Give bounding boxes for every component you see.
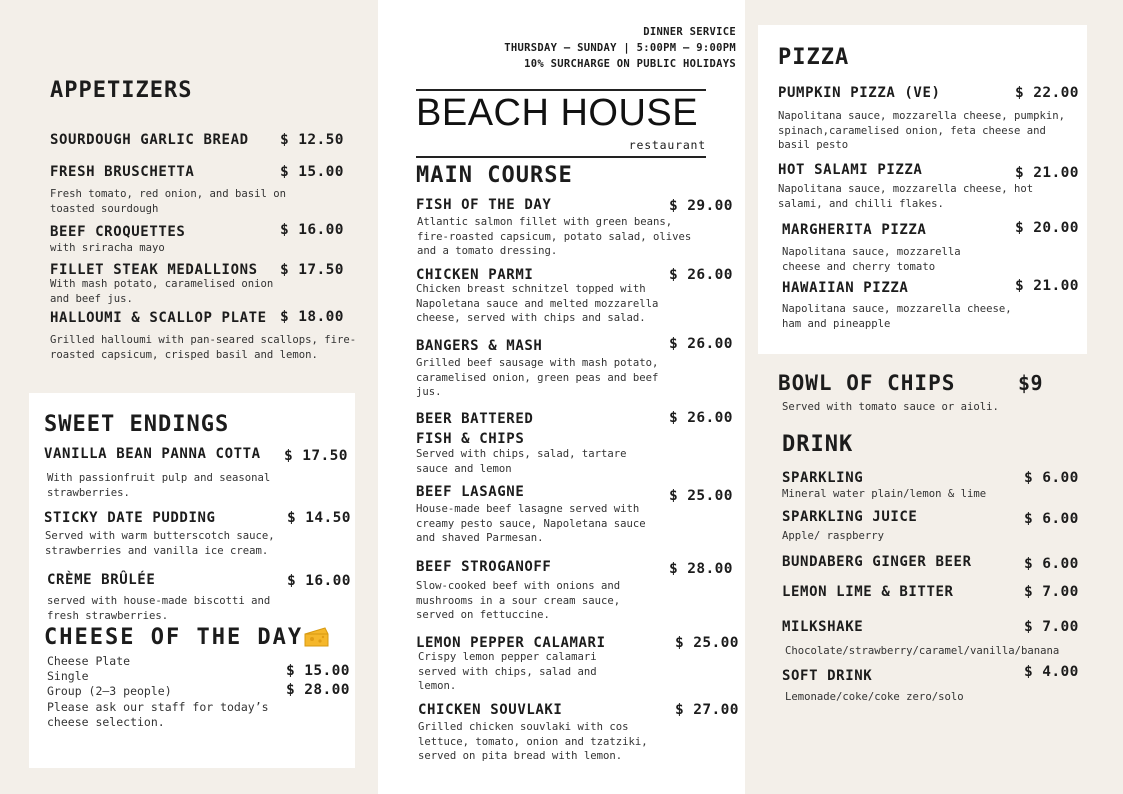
appetizer-item-name: BEEF CROQUETTES bbox=[50, 224, 186, 240]
cheese-note: Please ask our staff for today’s cheese selection. bbox=[47, 700, 269, 729]
main-item-price: $ 26.00 bbox=[669, 336, 733, 352]
main-item-desc: Atlantic salmon fillet with green beans, fire-roasted capsicum, potato salad, olives and a tomato dressing. bbox=[417, 216, 692, 257]
main-item-name: LEMON PEPPER CALAMARI bbox=[416, 635, 606, 651]
main-item-price: $ 28.00 bbox=[669, 561, 733, 577]
appetizer-item-desc: Grilled halloumi with pan-seared scallops, fire-roasted capsicum, crisped basil and lemon. bbox=[50, 334, 357, 361]
cheese-single-price: $ 15.00 bbox=[286, 663, 350, 679]
dessert-item-name: CRÈME BRÛLÉE bbox=[47, 572, 156, 588]
dessert-item-desc: served with house-made biscotti and fresh strawberries. bbox=[47, 595, 271, 622]
appetizers-title: APPETIZERS bbox=[50, 78, 193, 103]
pizza-item-desc: Napolitana sauce, mozzarella cheese, hot salami, and chilli flakes. bbox=[778, 183, 1034, 210]
main-item-desc: Slow-cooked beef with onions and mushrooms in a sour cream sauce, served on fettuccine. bbox=[416, 580, 621, 621]
appetizer-item-price: $ 15.00 bbox=[280, 164, 344, 180]
appetizer-item-name: HALLOUMI & SCALLOP PLATE bbox=[50, 310, 267, 326]
main-item-desc: House-made beef lasagne served with creamy pesto sauce, Napoletana sauce and shaved Parmesan. bbox=[416, 503, 646, 544]
appetizer-item-price: $ 17.50 bbox=[280, 262, 344, 278]
sweet-endings-title: SWEET ENDINGS bbox=[44, 412, 230, 437]
main-item-name: BEEF LASAGNE bbox=[416, 484, 525, 500]
pizza-item-name: HOT SALAMI PIZZA bbox=[778, 162, 923, 178]
appetizer-item-desc: with sriracha mayo bbox=[50, 242, 165, 254]
main-item-desc: Chicken breast schnitzel topped with Napoletana sauce and melted mozzarella cheese, served with chips and salad. bbox=[416, 283, 659, 324]
appetizer-item-price: $ 12.50 bbox=[280, 132, 344, 148]
drink-item-desc: Mineral water plain/lemon & lime bbox=[782, 488, 987, 500]
main-item-name: BEER BATTERED FISH & CHIPS bbox=[416, 411, 534, 447]
main-item-name: FISH OF THE DAY bbox=[416, 197, 552, 213]
chips-price: $9 bbox=[1018, 371, 1043, 395]
appetizer-item-price: $ 16.00 bbox=[280, 222, 344, 238]
cheese-wedge-icon bbox=[303, 626, 329, 648]
drink-item-name: SPARKLING JUICE bbox=[782, 509, 918, 525]
main-item-price: $ 29.00 bbox=[669, 198, 733, 214]
dessert-item-name: VANILLA BEAN PANNA COTTA bbox=[44, 446, 261, 462]
main-item-price: $ 27.00 bbox=[675, 702, 739, 718]
cheese-single-label: Single bbox=[47, 669, 89, 683]
main-item-name: CHICKEN PARMI bbox=[416, 267, 534, 283]
brand-bottom-rule bbox=[416, 156, 706, 158]
surcharge-note: 10% SURCHARGE ON PUBLIC HOLIDAYS bbox=[524, 58, 736, 70]
dessert-item-price: $ 16.00 bbox=[287, 573, 351, 589]
drink-item-price: $ 7.00 bbox=[1024, 584, 1079, 600]
pizza-item-price: $ 20.00 bbox=[1015, 220, 1079, 236]
drink-item-name: BUNDABERG GINGER BEER bbox=[782, 554, 972, 570]
main-item-name: BEEF STROGANOFF bbox=[416, 559, 552, 575]
main-item-price: $ 26.00 bbox=[669, 410, 733, 426]
main-item-price: $ 25.00 bbox=[675, 635, 739, 651]
chips-desc: Served with tomato sauce or aioli. bbox=[782, 401, 999, 413]
main-item-desc: Served with chips, salad, tartare sauce and lemon bbox=[416, 448, 627, 475]
pizza-item-name: PUMPKIN PIZZA (VE) bbox=[778, 85, 941, 101]
appetizer-item-price: $ 18.00 bbox=[280, 309, 344, 325]
service-hours: THURSDAY – SUNDAY | 5:00PM – 9:00PM bbox=[504, 42, 736, 54]
drink-item-price: $ 6.00 bbox=[1024, 556, 1079, 572]
drink-item-desc: Lemonade/coke/coke zero/solo bbox=[785, 691, 964, 703]
main-item-name: BANGERS & MASH bbox=[416, 338, 543, 354]
main-course-title: MAIN COURSE bbox=[416, 163, 573, 188]
pizza-item-desc: Napolitana sauce, mozzarella cheese and cherry tomato bbox=[782, 246, 961, 273]
drink-item-name: SPARKLING bbox=[782, 470, 864, 486]
main-item-desc: Grilled beef sausage with mash potato, caramelised onion, green peas and beef jus. bbox=[416, 357, 659, 398]
drink-item-name: LEMON LIME & BITTER bbox=[782, 584, 954, 600]
dessert-item-price: $ 17.50 bbox=[284, 448, 348, 464]
cheese-plate-label: Cheese Plate bbox=[47, 654, 131, 668]
service-title: DINNER SERVICE bbox=[643, 26, 736, 38]
pizza-item-price: $ 21.00 bbox=[1015, 165, 1079, 181]
main-item-desc: Grilled chicken souvlaki with cos lettuce, tomato, onion and tzatziki, served on pita bread with lemon. bbox=[418, 721, 648, 762]
dessert-item-name: STICKY DATE PUDDING bbox=[44, 510, 216, 526]
brand-top-rule bbox=[416, 89, 706, 91]
pizza-item-name: MARGHERITA PIZZA bbox=[782, 222, 927, 238]
pizza-item-desc: Napolitana sauce, mozzarella cheese, ham and pineapple bbox=[782, 303, 1012, 330]
pizza-item-price: $ 21.00 bbox=[1015, 278, 1079, 294]
pizza-item-name: HAWAIIAN PIZZA bbox=[782, 280, 909, 296]
appetizer-item-name: FRESH BRUSCHETTA bbox=[50, 164, 195, 180]
pizza-item-desc: Napolitana sauce, mozzarella cheese, pumpkin, spinach,caramelised onion, feta cheese and basil pesto bbox=[778, 110, 1066, 151]
drink-item-name: MILKSHAKE bbox=[782, 619, 864, 635]
cheese-title: CHEESE OF THE DAY bbox=[44, 625, 304, 650]
cheese-group-label: Group (2–3 people) bbox=[47, 684, 172, 698]
appetizer-item-desc: Fresh tomato, red onion, and basil on toasted sourdough bbox=[50, 188, 286, 215]
dessert-item-price: $ 14.50 bbox=[287, 510, 351, 526]
chips-title: BOWL OF CHIPS bbox=[778, 371, 956, 395]
dessert-item-desc: Served with warm butterscotch sauce, strawberries and vanilla ice cream. bbox=[45, 530, 275, 557]
drink-item-name: SOFT DRINK bbox=[782, 668, 873, 684]
pizza-item-price: $ 22.00 bbox=[1015, 85, 1079, 101]
brand-logo: BEACH HOUSE bbox=[416, 92, 699, 134]
main-item-desc: Crispy lemon pepper calamari served with chips, salad and lemon. bbox=[418, 651, 597, 692]
drink-item-price: $ 4.00 bbox=[1024, 664, 1079, 680]
drink-item-price: $ 6.00 bbox=[1024, 470, 1079, 486]
drink-item-price: $ 6.00 bbox=[1024, 511, 1079, 527]
drink-item-desc: Chocolate/strawberry/caramel/vanilla/banana bbox=[785, 645, 1060, 657]
main-item-name: CHICKEN SOUVLAKI bbox=[418, 702, 563, 718]
dessert-item-desc: With passionfruit pulp and seasonal strawberries. bbox=[47, 472, 271, 499]
drink-item-price: $ 7.00 bbox=[1024, 619, 1079, 635]
drink-item-desc: Apple/ raspberry bbox=[782, 530, 885, 542]
appetizer-item-name: FILLET STEAK MEDALLIONS bbox=[50, 262, 258, 278]
appetizer-item-name: SOURDOUGH GARLIC BREAD bbox=[50, 132, 249, 148]
main-item-price: $ 26.00 bbox=[669, 267, 733, 283]
pizza-title: PIZZA bbox=[778, 45, 850, 70]
drink-title: DRINK bbox=[782, 432, 854, 457]
brand-subtitle: restaurant bbox=[628, 138, 706, 152]
appetizer-item-desc: With mash potato, caramelised onion and beef jus. bbox=[50, 278, 274, 305]
main-item-price: $ 25.00 bbox=[669, 488, 733, 504]
cheese-group-price: $ 28.00 bbox=[286, 682, 350, 698]
